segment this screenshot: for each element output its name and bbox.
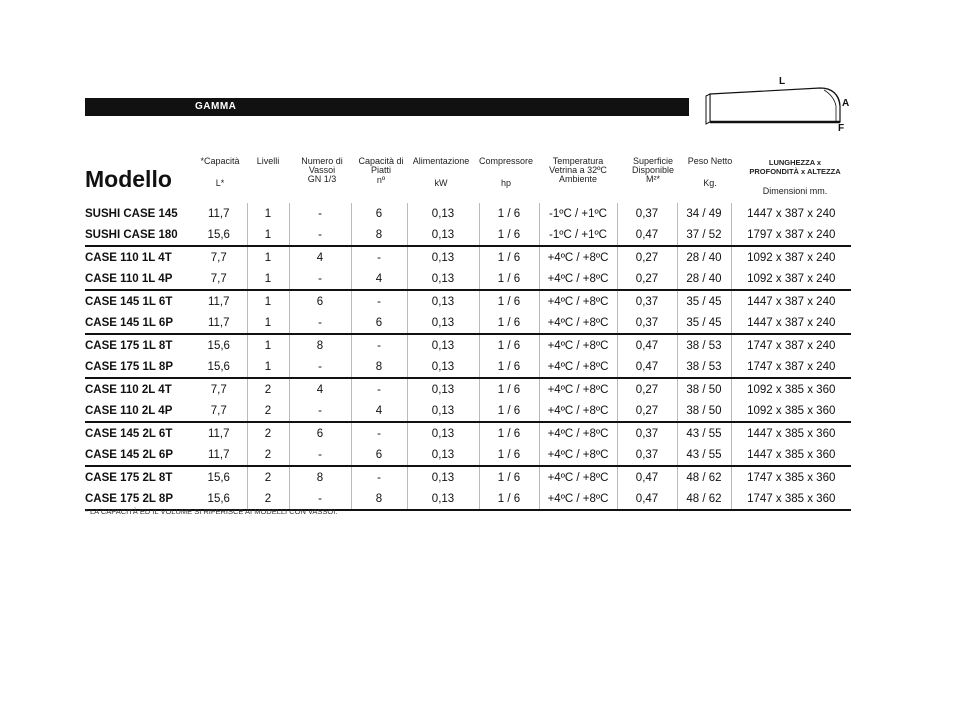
cell-vas: 6 bbox=[289, 422, 351, 444]
cell-peso: 35 / 45 bbox=[677, 290, 731, 312]
cell-comp: 1 / 6 bbox=[479, 224, 539, 246]
cell-vas: 8 bbox=[289, 334, 351, 356]
table-row bbox=[85, 312, 851, 334]
cell-vas: - bbox=[289, 312, 351, 334]
cell-peso: 28 / 40 bbox=[677, 246, 731, 268]
cell-liv: 2 bbox=[247, 488, 289, 510]
model-heading: Modello bbox=[85, 166, 172, 192]
cell-vas: 8 bbox=[289, 466, 351, 488]
cell-cap: 15,6 bbox=[191, 488, 247, 510]
cell-pia: 8 bbox=[351, 224, 407, 246]
table-row bbox=[85, 203, 851, 224]
header-plates bbox=[352, 157, 410, 185]
cell-comp: 1 / 6 bbox=[479, 334, 539, 356]
gamma-header-bar bbox=[85, 98, 689, 116]
cell-temp: -1ºC / +1ºC bbox=[539, 224, 617, 246]
cell-dim: 1447 x 387 x 240 bbox=[747, 207, 836, 220]
cell-peso: 43 / 55 bbox=[677, 422, 731, 444]
cell-liv: 1 bbox=[247, 268, 289, 290]
footnote: * LA CAPACITÀ ED IL VOLUME SI RIFERISCE AI MODELLI CON VASSOI. bbox=[85, 507, 338, 516]
cell-vas: - bbox=[289, 203, 351, 224]
header-dimensions bbox=[738, 158, 852, 176]
cell-dim: 1747 x 385 x 360 bbox=[747, 471, 836, 484]
cell-ali: 0,13 bbox=[407, 290, 479, 312]
cell-cap: 15,6 bbox=[191, 334, 247, 356]
cell-cap: 15,6 bbox=[191, 356, 247, 378]
cell-cap: 11,7 bbox=[191, 312, 247, 334]
header-dimensions-line2: PROFONDITÀ x ALTEZZA bbox=[749, 167, 841, 176]
table-row bbox=[85, 444, 851, 466]
cell-pia: 4 bbox=[351, 268, 407, 290]
cell-cap: 15,6 bbox=[191, 224, 247, 246]
header-surface-line2: Disponible bbox=[631, 165, 675, 175]
gamma-label: GAMMA bbox=[195, 101, 237, 112]
cell-sup: 0,27 bbox=[617, 378, 677, 400]
cell-pia: - bbox=[351, 290, 407, 312]
table-row bbox=[85, 356, 851, 378]
header-plates-line1: Capacità di bbox=[358, 156, 404, 166]
cell-comp: 1 / 6 bbox=[479, 444, 539, 466]
cell-temp: +4ºC / +8ºC bbox=[539, 444, 617, 466]
dimension-label-l: L bbox=[779, 76, 786, 87]
cell-ali: 0,13 bbox=[407, 268, 479, 290]
cell-sup: 0,37 bbox=[617, 203, 677, 224]
header-surface-line1: Superficie bbox=[632, 156, 674, 166]
cell-temp: +4ºC / +8ºC bbox=[539, 356, 617, 378]
cell-pia: - bbox=[351, 378, 407, 400]
cell-sup: 0,47 bbox=[617, 224, 677, 246]
table-row bbox=[85, 400, 851, 422]
cell-vas: - bbox=[289, 268, 351, 290]
cell-peso: 38 / 50 bbox=[677, 378, 731, 400]
cell-dim: 1092 x 387 x 240 bbox=[747, 251, 836, 264]
cell-temp: +4ºC / +8ºC bbox=[539, 334, 617, 356]
cell-model: CASE 110 1L 4P bbox=[85, 268, 191, 290]
cell-sup: 0,27 bbox=[617, 268, 677, 290]
table-row bbox=[85, 290, 851, 312]
cell-ali: 0,13 bbox=[407, 203, 479, 224]
cell-ali: 0,13 bbox=[407, 246, 479, 268]
cell-sup: 0,47 bbox=[617, 488, 677, 510]
cell-peso: 43 / 55 bbox=[677, 444, 731, 466]
table-row bbox=[85, 224, 851, 246]
dimensions-diagram bbox=[700, 72, 860, 138]
cell-model: CASE 145 1L 6P bbox=[85, 312, 191, 334]
table-row bbox=[85, 422, 851, 444]
dimension-label-a: A bbox=[842, 98, 850, 109]
cell-vas: - bbox=[289, 356, 351, 378]
header-weight-unit: Kg. bbox=[703, 178, 717, 188]
cell-comp: 1 / 6 bbox=[479, 268, 539, 290]
cell-liv: 1 bbox=[247, 290, 289, 312]
cell-liv: 1 bbox=[247, 312, 289, 334]
cell-sup: 0,37 bbox=[617, 290, 677, 312]
header-power: Alimentazione bbox=[412, 156, 470, 166]
cell-sup: 0,37 bbox=[617, 422, 677, 444]
cell-liv: 2 bbox=[247, 466, 289, 488]
header-temperature-line1: Temperatura bbox=[552, 156, 604, 166]
cell-vas: 4 bbox=[289, 246, 351, 268]
cell-comp: 1 / 6 bbox=[479, 422, 539, 444]
cell-temp: +4ºC / +8ºC bbox=[539, 312, 617, 334]
cell-peso: 38 / 53 bbox=[677, 356, 731, 378]
cell-sup: 0,37 bbox=[617, 312, 677, 334]
header-temperature-line3: Ambiente bbox=[558, 174, 598, 184]
header-plates-line2: Piatti bbox=[370, 165, 391, 175]
cell-dim: 1747 x 385 x 360 bbox=[731, 488, 851, 510]
cell-model: CASE 175 2L 8P bbox=[85, 488, 191, 510]
cell-liv: 2 bbox=[247, 400, 289, 422]
cell-pia: 6 bbox=[351, 312, 407, 334]
header-temperature-line2: Vetrina a 32ºC bbox=[549, 165, 607, 175]
cell-model: CASE 175 1L 8T bbox=[85, 339, 173, 352]
cell-sup: 0,37 bbox=[617, 444, 677, 466]
cell-ali: 0,13 bbox=[407, 334, 479, 356]
cell-ali: 0,13 bbox=[407, 444, 479, 466]
cell-peso: 34 / 49 bbox=[677, 203, 731, 224]
cell-peso: 38 / 50 bbox=[677, 400, 731, 422]
cell-dim: 1747 x 387 x 240 bbox=[747, 339, 836, 352]
cell-vas: - bbox=[289, 488, 351, 510]
cell-liv: 2 bbox=[247, 444, 289, 466]
cell-pia: - bbox=[351, 422, 407, 444]
cell-pia: 8 bbox=[351, 356, 407, 378]
header-trays-line1: Numero di bbox=[301, 156, 343, 166]
cell-vas: - bbox=[289, 224, 351, 246]
header-levels: Livelli bbox=[256, 156, 280, 166]
cell-comp: 1 / 6 bbox=[479, 290, 539, 312]
cell-pia: 6 bbox=[351, 444, 407, 466]
cell-peso: 38 / 53 bbox=[677, 334, 731, 356]
cell-liv: 1 bbox=[247, 246, 289, 268]
cell-liv: 1 bbox=[247, 203, 289, 224]
header-temperature bbox=[540, 157, 616, 184]
cell-cap: 11,7 bbox=[191, 203, 247, 224]
cell-ali: 0,13 bbox=[407, 378, 479, 400]
table-row bbox=[85, 268, 851, 290]
cell-sup: 0,47 bbox=[617, 334, 677, 356]
model-table bbox=[85, 203, 851, 511]
cell-sup: 0,27 bbox=[617, 400, 677, 422]
cell-sup: 0,47 bbox=[617, 356, 677, 378]
cell-model: CASE 110 2L 4T bbox=[85, 383, 172, 396]
cell-sup: 0,47 bbox=[617, 466, 677, 488]
header-trays-line3: GN 1/3 bbox=[307, 174, 337, 184]
cell-dim: 1447 x 385 x 360 bbox=[731, 444, 851, 466]
cell-pia: - bbox=[351, 334, 407, 356]
table-row bbox=[85, 378, 851, 400]
cell-cap: 15,6 bbox=[191, 466, 247, 488]
cell-temp: +4ºC / +8ºC bbox=[539, 422, 617, 444]
cell-ali: 0,13 bbox=[407, 312, 479, 334]
table-row bbox=[85, 466, 851, 488]
cell-vas: 4 bbox=[289, 378, 351, 400]
cell-pia: 4 bbox=[351, 400, 407, 422]
table-row bbox=[85, 246, 851, 268]
cell-peso: 35 / 45 bbox=[677, 312, 731, 334]
cell-comp: 1 / 6 bbox=[479, 488, 539, 510]
cell-sup: 0,27 bbox=[617, 246, 677, 268]
cell-ali: 0,13 bbox=[407, 488, 479, 510]
cell-vas: - bbox=[289, 400, 351, 422]
cell-cap: 7,7 bbox=[191, 400, 247, 422]
cell-dim: 1092 x 387 x 240 bbox=[731, 268, 851, 290]
cell-dim: 1447 x 385 x 360 bbox=[747, 427, 836, 440]
cell-cap: 11,7 bbox=[191, 444, 247, 466]
header-surface bbox=[624, 157, 682, 184]
cell-peso: 37 / 52 bbox=[677, 224, 731, 246]
cell-model: SUSHI CASE 145 bbox=[85, 207, 178, 220]
cell-ali: 0,13 bbox=[407, 224, 479, 246]
cell-peso: 48 / 62 bbox=[677, 488, 731, 510]
cell-comp: 1 / 6 bbox=[479, 246, 539, 268]
cell-dim: 1447 x 387 x 240 bbox=[731, 312, 851, 334]
cell-comp: 1 / 6 bbox=[479, 312, 539, 334]
cell-pia: 8 bbox=[351, 488, 407, 510]
cell-comp: 1 / 6 bbox=[479, 466, 539, 488]
cell-peso: 28 / 40 bbox=[677, 268, 731, 290]
cell-cap: 7,7 bbox=[191, 246, 247, 268]
cell-model: CASE 110 2L 4P bbox=[85, 400, 191, 422]
cell-comp: 1 / 6 bbox=[479, 356, 539, 378]
header-capacity: *Capacità bbox=[200, 156, 240, 166]
header-trays bbox=[290, 157, 354, 184]
cell-vas: - bbox=[289, 444, 351, 466]
header-trays-line2: Vassoi bbox=[308, 165, 336, 175]
table-row bbox=[85, 334, 851, 356]
cell-temp: +4ºC / +8ºC bbox=[539, 290, 617, 312]
header-compressor: Compressore bbox=[478, 156, 534, 166]
cell-peso: 48 / 62 bbox=[677, 466, 731, 488]
cell-model: SUSHI CASE 180 bbox=[85, 224, 191, 246]
cell-liv: 1 bbox=[247, 334, 289, 356]
cell-temp: -1ºC / +1ºC bbox=[539, 203, 617, 224]
header-weight: Peso Netto bbox=[687, 156, 733, 166]
cell-liv: 2 bbox=[247, 422, 289, 444]
cell-model: CASE 110 1L 4T bbox=[85, 251, 172, 264]
cell-temp: +4ºC / +8ºC bbox=[539, 246, 617, 268]
cell-comp: 1 / 6 bbox=[479, 400, 539, 422]
cell-pia: - bbox=[351, 466, 407, 488]
cell-temp: +4ºC / +8ºC bbox=[539, 488, 617, 510]
cell-liv: 1 bbox=[247, 224, 289, 246]
cell-liv: 1 bbox=[247, 356, 289, 378]
cell-cap: 7,7 bbox=[191, 378, 247, 400]
header-dimensions-unit: Dimensioni mm. bbox=[762, 186, 828, 196]
dimension-label-f: F bbox=[838, 123, 845, 134]
header-power-unit: kW bbox=[434, 178, 448, 188]
cell-model: CASE 175 2L 8T bbox=[85, 471, 173, 484]
cell-dim: 1447 x 387 x 240 bbox=[747, 295, 836, 308]
cell-vas: 6 bbox=[289, 290, 351, 312]
cell-comp: 1 / 6 bbox=[479, 378, 539, 400]
cell-dim: 1092 x 385 x 360 bbox=[747, 383, 836, 396]
cell-model: CASE 145 2L 6P bbox=[85, 444, 191, 466]
cell-ali: 0,13 bbox=[407, 400, 479, 422]
cell-ali: 0,13 bbox=[407, 466, 479, 488]
header-surface-line3: M²* bbox=[646, 174, 660, 184]
header-compressor-unit: hp bbox=[500, 178, 511, 188]
cell-temp: +4ºC / +8ºC bbox=[539, 466, 617, 488]
cell-pia: 6 bbox=[351, 203, 407, 224]
cell-liv: 2 bbox=[247, 378, 289, 400]
cell-comp: 1 / 6 bbox=[479, 203, 539, 224]
cell-dim: 1797 x 387 x 240 bbox=[731, 224, 851, 246]
cell-cap: 11,7 bbox=[191, 290, 247, 312]
cell-ali: 0,13 bbox=[407, 422, 479, 444]
cell-pia: - bbox=[351, 246, 407, 268]
cell-dim: 1747 x 387 x 240 bbox=[731, 356, 851, 378]
cell-model: CASE 145 2L 6T bbox=[85, 427, 173, 440]
cell-dim: 1092 x 385 x 360 bbox=[731, 400, 851, 422]
cell-temp: +4ºC / +8ºC bbox=[539, 268, 617, 290]
cell-model: CASE 145 1L 6T bbox=[85, 295, 173, 308]
header-plates-line3: nº bbox=[376, 175, 386, 185]
cell-temp: +4ºC / +8ºC bbox=[539, 378, 617, 400]
cell-ali: 0,13 bbox=[407, 356, 479, 378]
cell-cap: 11,7 bbox=[191, 422, 247, 444]
header-capacity-unit: L* bbox=[215, 178, 225, 188]
header-dimensions-line1: LUNGHEZZA x bbox=[768, 158, 822, 167]
cell-temp: +4ºC / +8ºC bbox=[539, 400, 617, 422]
cell-model: CASE 175 1L 8P bbox=[85, 356, 191, 378]
cell-cap: 7,7 bbox=[191, 268, 247, 290]
